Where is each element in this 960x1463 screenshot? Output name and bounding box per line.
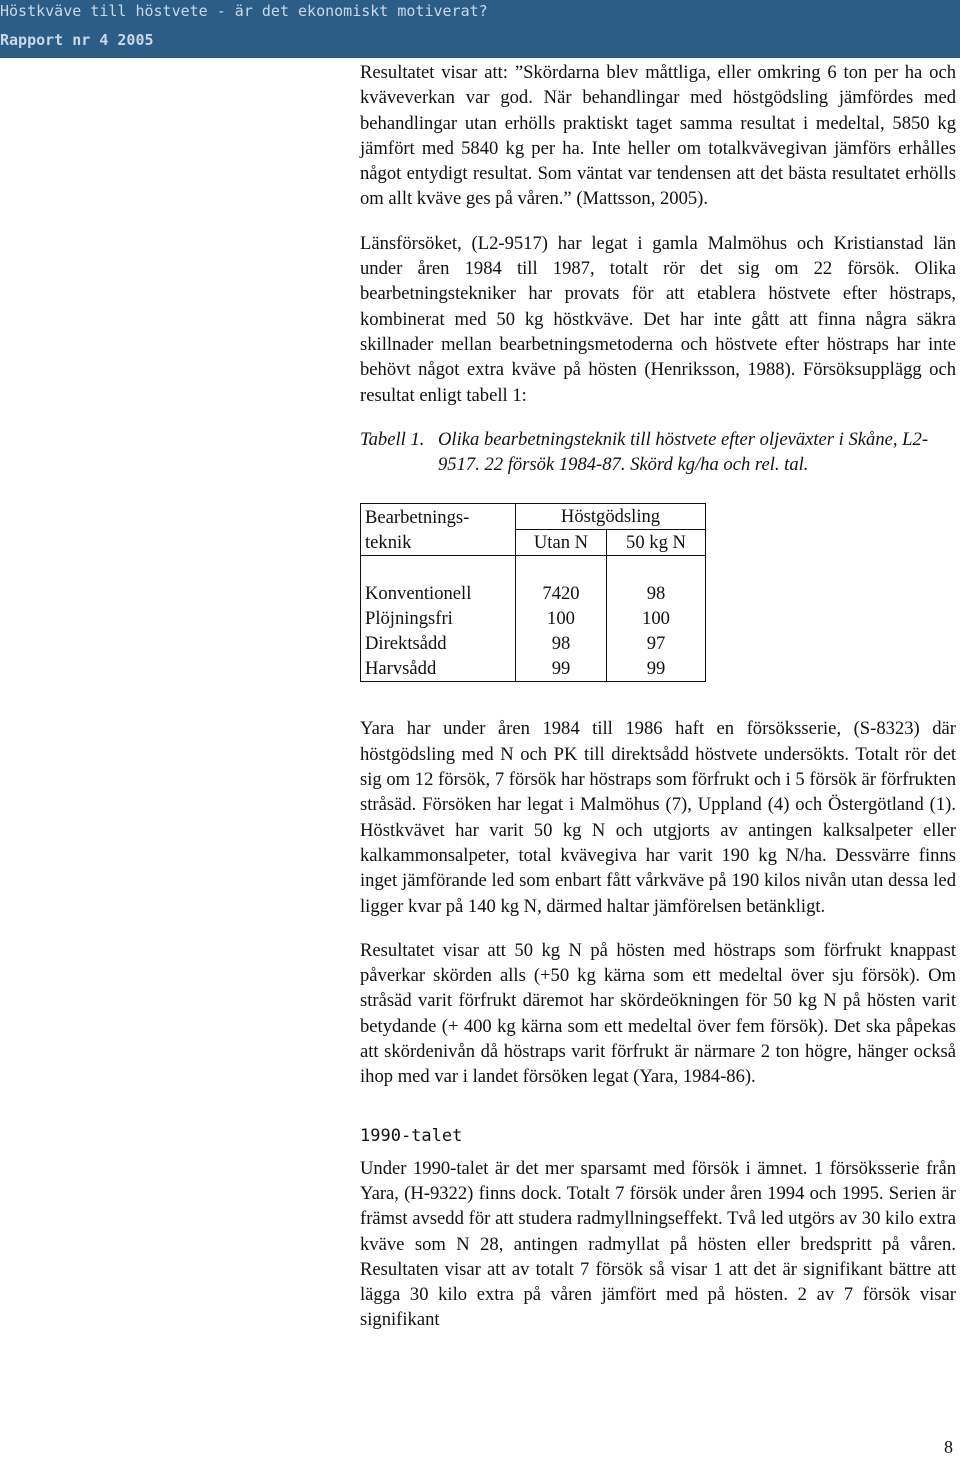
table-row: [361, 631, 706, 656]
section-heading: 1990-talet: [360, 1125, 463, 1146]
paragraph-3: Yara har under åren 1984 till 1986 haft en försöksserie, (S-8323) där höstgödsling med N och PK till direktsådd höstvete undersökts. Totalt rör det sig om 12 försök, 7 försök har höstraps som förfrukt och i 5 försök är förfrukten stråsäd. Försöken har legat i Malmöhus (7), Uppland (4) och Östergötland (1). Höstkvävet har varit 50 kg N och utgjorts av antingen kalksalpeter eller kalkammonsalpeter, total kvävegiva har varit 190 kg N/ha. Dessvärre finns inget jämförande led som enbart fått vårkväve på 190 kilos nivån utan dessa led ligger kvar på 140 kg N, därmed haltar jämförelsen betänkligt.: [360, 718, 956, 917]
paragraph-2: Länsförsöket, (L2-9517) har legat i gamla Malmöhus och Kristianstad län under åren 1984 till 1987, totalt rör det sig om 22 försök. Olika bearbetningstekniker har provats för att etablera höstvete efter höstraps, kombinerat med 50 kg höstkväve. Det har inte gått att finna några säkra skillnader mellan bearbetningsmetoderna och höstvete efter höstraps har inte behövt något extra kväve på hösten (Henriksson, 1988). Försöksupplägg och resultat enligt tabell 1:: [360, 232, 956, 406]
document-title: Höstkväve till höstvete - är det ekonomiskt motiverat?: [0, 2, 488, 20]
table-caption-label: Tabell 1.: [360, 428, 425, 450]
header-utan-n: Utan N: [516, 530, 607, 556]
cell-med: 99: [607, 656, 706, 682]
table-row: [361, 606, 706, 631]
cell-teknik: Direktsådd: [361, 631, 516, 656]
cell-utan: 98: [516, 631, 607, 656]
table-row: [361, 656, 706, 682]
cell-med: 100: [607, 606, 706, 631]
report-number: Rapport nr 4 2005: [0, 31, 154, 49]
header-teknik: teknik: [361, 530, 516, 556]
table-header-row-1: [361, 504, 706, 530]
paragraph-5: Under 1990-talet är det mer sparsamt med försök i ämnet. 1 försöksserie från Yara, (H-9322) finns dock. Totalt 7 försök under åren 1994 och 1995. Serien är främst avsedd för att studera radmyllningseffekt. Två led utgörs av 30 kilo extra kväve som N 28, antingen radmyllat på hösten eller bredspritt på våren. Resultaten visar att av totalt 7 försök så visar 1 att det är signifikant bättre att lägga 30 kilo extra på våren jämfört med på hösten. 2 av 7 försök visar signifikant: [360, 1157, 956, 1331]
results-table: [360, 503, 706, 682]
cell-med: 97: [607, 631, 706, 656]
paragraph-1: Resultatet visar att: ”Skördarna blev måttliga, eller omkring 6 ton per ha och kväveverkan var god. När behandlingar med höstgödsling jämfördes med behandlingar utan erhölls praktiskt taget samma resultat i medeltal, 5850 kg jämfört med 5840 kg per ha. Inte heller om totalkvävegivan jämförs erhålles något entydigt resultat. Som väntat var tendensen att det bästa resultatet erhölls om allt kväve ges på våren.” (Mattsson, 2005).: [360, 62, 956, 210]
cell-utan: 7420: [516, 581, 607, 606]
header-bearbetningsteknik: Bearbetnings-: [361, 504, 516, 530]
cell-utan: 100: [516, 606, 607, 631]
cell-med: 98: [607, 581, 706, 606]
page-number: 8: [944, 1437, 953, 1457]
document-header: [0, 0, 960, 58]
table-row: [361, 581, 706, 606]
cell-teknik: Konventionell: [361, 581, 516, 606]
cell-teknik: Plöjningsfri: [361, 606, 516, 631]
page-content: [360, 58, 956, 1333]
table-header-row-2: [361, 530, 706, 556]
header-50-kg-n: 50 kg N: [607, 530, 706, 556]
table-spacer-row: [361, 556, 706, 582]
cell-utan: 99: [516, 656, 607, 682]
table-caption: [360, 427, 956, 478]
table-caption-text: Olika bearbetningsteknik till höstvete efter oljeväxter i Skåne, L2-9517. 22 försök 1984-87. Skörd kg/ha och rel. tal.: [438, 428, 929, 476]
paragraph-4: Resultatet visar att 50 kg N på hösten med höstraps som förfrukt knappast påverkar skörden alls (+50 kg kärna som ett medeltal över sju försök). Om stråsäd varit förfrukt däremot har skördeökningen för 50 kg N på hösten varit betydande (+ 400 kg kärna som ett medeltal över fem försök). Det ska påpekas att skördenivån då höstraps varit förfrukt är närmare 2 ton högre, hänger också ihop med var i landet försöken legat (Yara, 1984-86).: [360, 939, 956, 1088]
cell-teknik: Harvsådd: [361, 656, 516, 682]
header-hostgodsling: Höstgödsling: [516, 504, 706, 530]
